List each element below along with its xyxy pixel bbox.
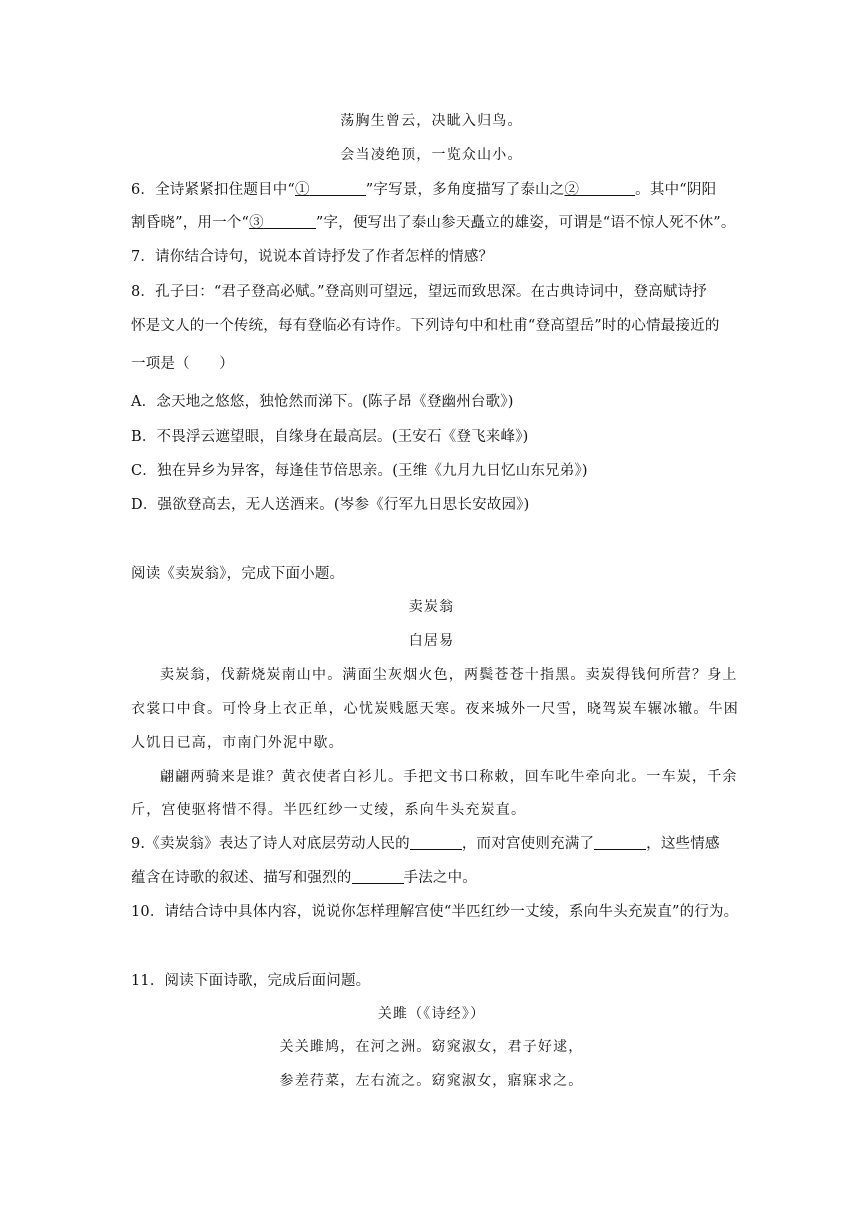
question-8-cont: 一项是（ ） bbox=[131, 356, 234, 372]
answer-blank[interactable] bbox=[264, 213, 316, 229]
question-6: 6．全诗紧紧扣住题目中“① ”字写景，多角度描写了泰山之② 。其中“阴阳 bbox=[131, 182, 717, 198]
answer-blank[interactable] bbox=[352, 868, 404, 884]
poem-paragraph-line: 卖炭翁，伐薪烧炭南山中。满面尘灰烟火色，两鬓苍苍十指黑。卖炭得钱何所营？身上 bbox=[160, 667, 738, 683]
poem-paragraph-line: 人饥日已高，市南门外泥中歇。 bbox=[131, 735, 344, 751]
option-c[interactable]: C．独在异乡为异客，每逢佳节倍思亲。(王维《九月九日忆山东兄弟》) bbox=[131, 463, 588, 479]
option-a[interactable]: A．念天地之悠悠，独怆然而涕下。(陈子昂《登幽州台歌》) bbox=[131, 394, 514, 410]
question-11: 11．阅读下面诗歌，完成后面问题。 bbox=[131, 973, 371, 989]
answer-blank[interactable] bbox=[410, 834, 462, 850]
poem-paragraph-line: 翩翩两骑来是谁？黄衣使者白衫儿。手把文书口称敕，回车叱牛牵向北。一车炭，千余 bbox=[160, 769, 738, 785]
question-10: 10．请结合诗中具体内容，说说你怎样理解宫使“半匹红纱一丈绫，系向牛头充炭直”的行为。 bbox=[131, 904, 739, 920]
question-9: 9.《卖炭翁》表达了诗人对底层劳动人民的 ，而对宫使则充满了 ，这些情感 bbox=[131, 836, 720, 852]
question-8-cont: 怀是文人的一个传统，每有登临必有诗作。下列诗句中和杜甫“登高望岳”时的心情最接近的 bbox=[131, 318, 720, 334]
reading-intro: 阅读《卖炭翁》，完成下面小题。 bbox=[131, 566, 345, 582]
question-7: 7．请你结合诗句，说说本首诗抒发了作者怎样的情感？ bbox=[131, 249, 494, 265]
poem-title: 关雎（《诗经》） bbox=[377, 1006, 486, 1022]
question-6-cont: 割昏晓”，用一个“③ ”字，便写出了泰山参天矗立的雄姿，可谓是“语不惊人死不休”。 bbox=[131, 215, 736, 231]
poem-author: 白居易 bbox=[408, 633, 455, 649]
blank-marker: ① bbox=[295, 182, 310, 198]
poem-line: 会当凌绝顶，一览众山小。 bbox=[340, 147, 523, 163]
answer-blank[interactable] bbox=[594, 834, 646, 850]
poem-line: 参差荇菜，左右流之。窈窕淑女，寤寐求之。 bbox=[279, 1073, 584, 1089]
option-b[interactable]: B．不畏浮云遮望眼，自缘身在最高层。(王安石《登飞来峰》) bbox=[131, 429, 529, 445]
answer-blank[interactable] bbox=[579, 180, 635, 196]
poem-paragraph-line: 斤，宫使驱将惜不得。半匹红纱一丈绫，系向牛头充炭直。 bbox=[131, 802, 527, 818]
poem-paragraph-line: 衣裳口中食。可怜身上衣正单，心忧炭贱愿天寒。夜来城外一尺雪，晓驾炭车辗冰辙。牛困 bbox=[131, 701, 739, 717]
option-d[interactable]: D．强欲登高去，无人送酒来。(岑参《行军九日思长安故园》) bbox=[131, 497, 530, 513]
poem-title: 卖炭翁 bbox=[408, 599, 455, 615]
question-9-cont: 蕴含在诗歌的叙述、描写和强烈的 手法之中。 bbox=[131, 870, 477, 886]
poem-line: 荡胸生曾云，决眦入归鸟。 bbox=[340, 113, 523, 129]
question-8: 8．孔子曰：“君子登高必赋。”登高则可望远，望远而致思深。在古典诗词中，登高赋诗抒 bbox=[131, 284, 707, 300]
poem-line: 关关雎鸠，在河之洲。窈窕淑女，君子好逑， bbox=[279, 1039, 584, 1055]
blank-marker: ③ bbox=[249, 215, 264, 231]
answer-blank[interactable] bbox=[310, 180, 366, 196]
blank-marker: ② bbox=[564, 182, 580, 198]
